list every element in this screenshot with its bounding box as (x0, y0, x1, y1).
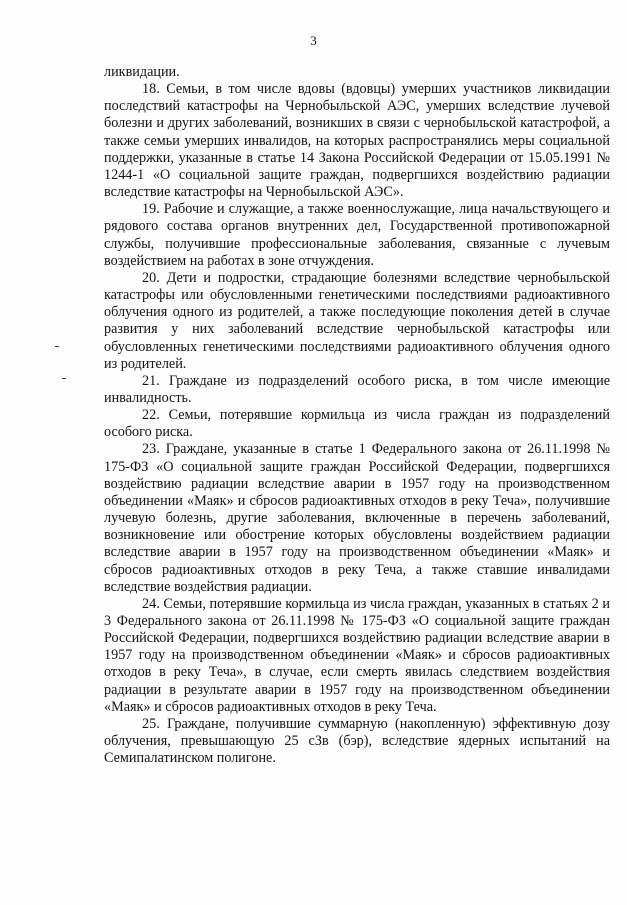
paragraph-item-24: 24. Семьи, потерявшие кормильца из числа граждан, указанных в статьях 2 и 3 Федерального закона от 26.11.1998 № 175-ФЗ «О социальной защите граждан Российской Федерации, подвергшихся воздействию радиации вследствие аварии в 1957 году на производственном объединении «Маяк» и сбросов радиоактивных отходов в реку Теча», в случае, если смерть явилась следствием воздействия радиации в результате аварии в 1957 году на производственном объединении «Маяк» и сбросов радиоактивных отходов в реку Теча. (104, 595, 610, 715)
page-number: 3 (310, 33, 317, 48)
paragraph-item-18: 18. Семьи, в том числе вдовы (вдовцы) умерших участников ликвидации последствий катастрофы на Чернобыльской АЭС, умерших вследствие лучевой болезни и других заболеваний, возникших в связи с чернобыльской катастрофой, а также семьи умерших инвалидов, на которых распространялись меры социальной поддержки, указанные в статье 14 Закона Российской Федерации от 15.05.1991 № 1244-1 «О социальной защите граждан, подвергшихся воздействию радиации вследствие катастрофы на Чернобыльской АЭС». (104, 81, 610, 201)
paragraph-item-20: 20. Дети и подростки, страдающие болезнями вследствие чернобыльской катастрофы или обусловленными генетическими последствиями радиоактивного облучения одного из родителей, а также последующие поколения детей в случае развития у них заболеваний вследствие чернобыльской катастрофы или обусловленных генетическими последствиями радиоактивного облучения одного из родителей. (104, 269, 610, 372)
paragraph-item-21: 21. Граждане из подразделений особого риска, в том числе имеющие инвалидность. (104, 372, 610, 406)
document-body (104, 64, 610, 767)
paragraph-item-19: 19. Рабочие и служащие, а также военнослужащие, лица начальствующего и рядового состава органов внутренних дел, Государственной противопожарной службы, получившие профессиональные заболевания, связанные с лучевым воздействием на работах в зоне отчуждения. (104, 201, 610, 269)
paragraph-item-22: 22. Семьи, потерявшие кормильца из числа граждан из подразделений особого риска. (104, 407, 610, 441)
scan-mark (55, 346, 59, 347)
paragraph-continuation: ликвидации. (104, 64, 180, 80)
scan-mark (62, 378, 66, 379)
paragraph-item-25: 25. Граждане, получившие суммарную (накопленную) эффективную дозу облучения, превышающую 25 сЗв (бэр), вследствие ядерных испытаний на Семипалатинском полигоне. (104, 715, 610, 767)
paragraph-item-23: 23. Граждане, указанные в статье 1 Федерального закона от 26.11.1998 № 175-ФЗ «О социальной защите граждан Российской Федерации, подвергшихся воздействию радиации вследствие аварии в 1957 году на производственном объединении «Маяк» и сбросов радиоактивных отходов в реку Теча», получившие лучевую болезнь, другие заболевания, включенные в перечень заболеваний, возникновение или обострение которых обусловлены воздействием радиации вследствие аварии в 1957 году на производственном объединении «Маяк» и сбросов радиоактивных отходов в реку Теча, а также ставшие инвалидами вследствие воздействия радиации. (104, 441, 610, 595)
